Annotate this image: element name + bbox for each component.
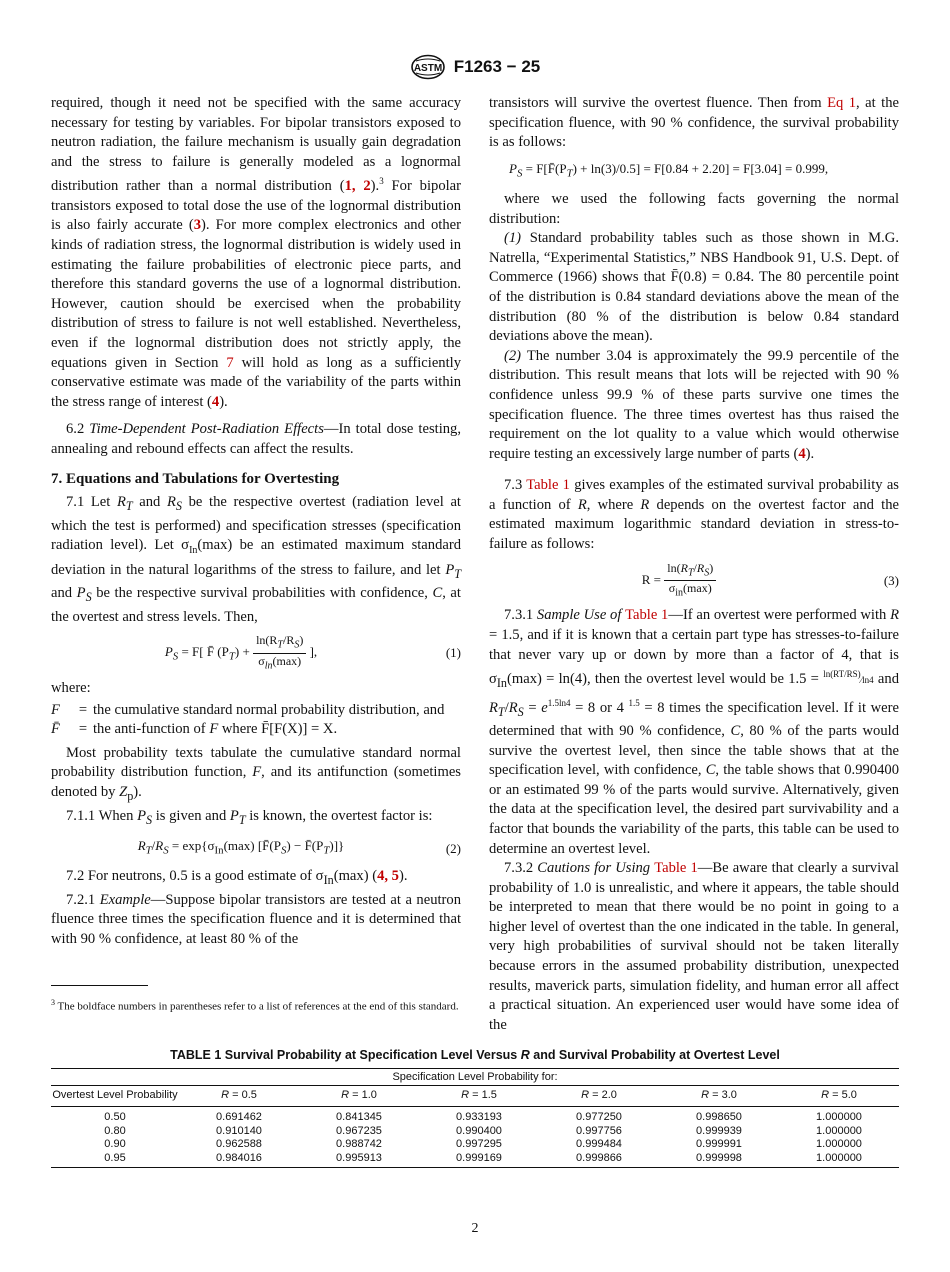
section-7-3: 7.3 Table 1 gives examples of the estimated survival probability as a function of R, where R depends on the overtest factor and the estimated maximum logarithmic standard deviation in stress-to-failure as follows: [489, 477, 899, 553]
reference-link[interactable]: 4 [211, 393, 220, 410]
table-cell: 0.933193 [456, 1111, 502, 1123]
page-number: 2 [471, 1221, 479, 1236]
table-cell: 0.999998 [659, 1152, 779, 1168]
section-7-2: 7.2 For neutrons, 0.5 is a good estimate of $\sigma_{In}(\max)$ (4, 5). [66, 868, 408, 888]
section-7-1: 7.1 Let $R_T$ and $R_S$ be the respective overtest (radiation level at which the test is performed) and specification stresses (specification radiation level). Let $\sigma_{In}(\max)$ be an estimated maximum standard deviation in the natural logarithms of the stress to failure, and let $P_T$ and $P_S$ be the respective survival probabilities with confidence, C, at the overtest and stress levels. Then, [51, 494, 462, 625]
document-code: F1263 − 25 [453, 57, 541, 76]
table-cell: 0.999939 [696, 1124, 742, 1137]
astm-logo-icon [410, 54, 446, 80]
table-cell: 0.910140 [216, 1124, 262, 1137]
left-column [51, 94, 461, 950]
table-cell: 0.967235 [336, 1124, 382, 1137]
table-cell: 0.691462 [216, 1111, 262, 1123]
right-column [489, 94, 899, 1035]
table-cell: 0.977250 [576, 1111, 622, 1123]
section-7-3-1: 7.3.1 Sample Use of Table 1—If an overtest were performed with R = 1.5, and if it is known that a certain part type has stresses-to-failure that never vary up or down by more than a factor of 4, that is $\sigma_{In}(\max) = \ln(4)$, then the overtest level would be 1.5 = $^{ln(RT/RS)}$⁄ln4 and $R_T/R_S = e^{1.5ln4} = 8$ or 4 $^{1.5}$ = 8 times the specification level. If it were determined that with 90 % confidence, C, 80 % of the parts would survive the overtest level, then since the table shows that at the specification level, with confidence, C, the table shows that 0.990400 or an estimated 99 % of the parts would survive. Alternatively, given the data at the specification level, the desired part survivability and a factor that bounds the variability of the parts, this table can be used to determine an overtest level. [489, 607, 899, 857]
table-cell: 0.962588 [216, 1138, 262, 1150]
table-cell: 0.984016 [179, 1152, 299, 1168]
definition-F: F = the cumulative standard normal probability distribution, and [51, 701, 445, 718]
table-cell: 0.90 [104, 1138, 126, 1150]
section-link[interactable]: 7 [226, 354, 234, 371]
table-cell: 0.999866 [539, 1152, 659, 1168]
where-label: where: [51, 680, 91, 697]
section-7-3-2: 7.3.2 Cautions for Using Table 1—Be aware that clearly a survival probability of 1.0 is unrealistic, and where it appears, the table should be interpreted to mean that there would be no point in going to a higher level of overtest than the one indicated in the table. In general, very high probabilities of survival should not be taken literally because errors in the assumed probability distribution, unexpected results, maverick parts, simulation fidelity, and human error all affect a practical situation. An experienced user would have some idea of the [489, 860, 899, 1033]
footnote-mark[interactable]: 3 [379, 176, 384, 187]
table-cell: 1.000000 [816, 1111, 862, 1123]
table-span-header: Specification Level Probability for: [51, 1069, 899, 1086]
table-header-r: R = 2.0 [539, 1086, 659, 1107]
definitions-list [51, 701, 461, 740]
footnote-divider [51, 985, 148, 986]
equation-number: (3) [883, 572, 899, 588]
table-cell: 0.997756 [576, 1124, 622, 1137]
fact-2: (2) The number 3.04 is approximately the 99.9 percentile of the distribution. This result means that lots will be rejected with 90 % confidence unless 99.9 % of these parts survive one times the specification fluence. The three times overtest has thus raised the requirement on the lot quality to a value which would otherwise require testing an excessively large number of parts (4). [489, 347, 899, 462]
table-row [51, 1125, 899, 1139]
table-cell: 1.000000 [779, 1152, 899, 1168]
table-row [51, 1152, 899, 1168]
equation-link[interactable]: Eq 1 [827, 95, 857, 111]
table-header-overtest: Overtest Level Probability [51, 1086, 179, 1107]
paragraph-probability-texts: Most probability texts tabulate the cumulative standard normal probability distribution function, F, and its antifunction (sometimes denoted by $Z_p$). [51, 744, 461, 803]
table-cell: 0.988742 [336, 1138, 382, 1150]
table-header-r: R = 1.5 [419, 1086, 539, 1107]
table-header-r: R = 5.0 [779, 1086, 899, 1107]
table-cell: 0.990400 [456, 1124, 502, 1137]
paragraph-survival: transistors will survive the overtest fluence. Then from Eq 1, at the specification fluence, with 90 % confidence, the survival probability is as follows: [489, 95, 899, 151]
reference-link[interactable]: 3 [193, 217, 202, 234]
section-7-1-1: 7.1.1 When $P_S$ is given and $P_T$ is known, the overtest factor is: [66, 807, 433, 827]
table-header-r: R = 3.0 [659, 1086, 779, 1107]
reference-link[interactable]: 4, 5 [377, 868, 399, 885]
reference-link[interactable]: 4 [798, 445, 806, 462]
table-cell: 0.997295 [456, 1138, 502, 1150]
table-1 [51, 1048, 899, 1168]
paragraph-lognormal: required, though it need not be specified with the same accuracy necessary for testing by variables. For bipolar transistors exposed to neutron radiation, the failure mechanism is usually gain degradation and the stress to failure is generally modeled as a lognormal distribution rather than a normal distribution (1, 2).$^3$ For bipolar transistors exposed to total dose the use of the lognormal distribution is also fairly accurate (3). For more complex electronics and other kinds of radiation stress, the lognormal distribution is widely used in estimating the failure probabilities of electronic piece parts, and therefore this standard governs the use of a lognormal distribution. However, caution should be exercised when the probability distribution of stress to failure is not well established. Nevertheless, even if the lognormal distribution does not strictly apply, the equations given in Section 7 will hold as long as a sufficiently conservative estimate was made of the variability of the parts within the stress range of interest (4). [51, 95, 462, 410]
equation-number: (2) [445, 840, 461, 856]
table-cell: 0.998650 [696, 1111, 742, 1123]
page-header [0, 54, 950, 80]
table-link[interactable]: Table 1 [654, 860, 698, 877]
footnote: $^3$ The boldface numbers in parentheses refer to a list of references at the end of this standard. [51, 998, 459, 1013]
equation-3: R = $\frac{\ln(R_T/R_S)}{\sigma_{in}(\max)}$ (3) [641, 560, 899, 599]
equation-2: $R_T/R_S = \exp\{\sigma_{In}(\max)$ [$F̄(P_S)$ − $F̄(P_T)$]} (2) [137, 838, 461, 857]
table-cell: 1.000000 [816, 1138, 862, 1150]
table-cell: 0.841345 [336, 1111, 382, 1123]
fact-1: (1) Standard probability tables such as those shown in M.G. Natrella, “Experimental Statistics,” NBS Handbook 91, U.S. Dept. of Commerce (1966) shows that F̄(0.8) = 0.84. The 80 percentile point of the distribution is 0.84 standard deviations above the mean of the distribution (80 % of the distribution is below 0.84 standard deviations above the mean). [489, 230, 899, 345]
table-cell: 0.95 [51, 1152, 179, 1168]
table-header-r: R = 1.0 [299, 1086, 419, 1107]
table-cell: 0.995913 [299, 1152, 419, 1168]
table-cell: 1.000000 [816, 1124, 862, 1137]
table-row [51, 1107, 899, 1125]
table-cell: 0.999169 [419, 1152, 539, 1168]
table-cell: 0.50 [104, 1111, 126, 1123]
equation-1: $P_S = F$[ F̄ $(P_T)$ + $\frac{\ln(R_T/R_S)}{\sigma_{ln}(\max)}$ ], (1) [164, 633, 461, 672]
definition-F-bar: F̄ = the anti-function of F where F̄[F(X)] = X. [51, 721, 338, 738]
table-row [51, 1138, 899, 1152]
table-header-r: R = 0.5 [179, 1086, 299, 1107]
table-cell: 0.999484 [576, 1138, 622, 1150]
reference-link[interactable]: 1, 2 [344, 178, 371, 195]
table-link[interactable]: Table 1 [526, 477, 570, 494]
table-link[interactable]: Table 1 [625, 607, 669, 624]
equation-number: (1) [445, 645, 461, 661]
section-7-heading: 7. Equations and Tabulations for Overtesting [51, 470, 340, 487]
table-cell: 0.80 [104, 1124, 126, 1137]
survival-probability-table [51, 1068, 899, 1168]
section-7-2-1: 7.2.1 Example—Suppose bipolar transistors are tested at a neutron fluence three times the specification fluence and it is determined that with 90 % confidence, at least 80 % of the [51, 891, 461, 947]
paragraph-facts: where we used the following facts governing the normal distribution: [489, 190, 899, 227]
svg-text:ASTM: ASTM [413, 63, 442, 74]
section-6-2: 6.2 Time-Dependent Post-Radiation Effects—In total dose testing, annealing and rebound effects can affect the results. [51, 421, 461, 457]
table-title: TABLE 1 Survival Probability at Specification Level Versus R and Survival Probability at Overtest Level [170, 1048, 780, 1062]
table-cell: 0.999991 [696, 1138, 742, 1150]
equation-ps: $P_S$ = $F[F̄(P_T) + \ln(3)/0.5] = F[0.84 + 2.20] = F[3.04] = 0.999$, [509, 160, 829, 180]
